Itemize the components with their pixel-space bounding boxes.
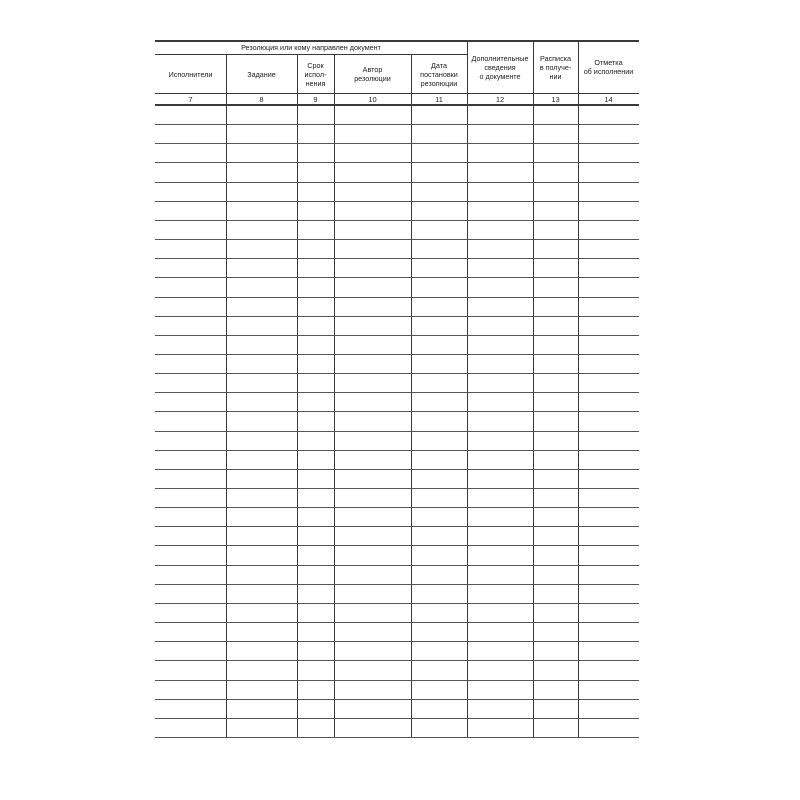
table-row [155,201,639,220]
table-row [155,660,639,679]
header-author: Автор резолюции [354,65,391,83]
group-header-label: Резолюция или кому направлен документ [241,43,381,52]
table-row [155,603,639,622]
table-row [155,718,639,737]
table-row [155,565,639,584]
table-row [155,354,639,373]
header-bottom-border [155,93,639,94]
table-row [155,143,639,162]
header-date: Дата постановки резолюции [420,60,458,88]
table-row [155,182,639,201]
table-row [155,162,639,181]
table-row [155,297,639,316]
table-row [155,488,639,507]
column-number-14: 14 [604,95,613,104]
row-rule [155,737,639,738]
table-row [155,335,639,354]
table-row [155,469,639,488]
header-receipt: Расписка в получе- нии [539,53,572,81]
table-row [155,411,639,430]
table-row [155,392,639,411]
header-task: Задание [247,69,276,79]
table-row [155,641,639,660]
table-row [155,124,639,143]
column-number-9: 9 [313,95,318,104]
column-number-7: 7 [188,95,193,104]
table-row [155,526,639,545]
column-number-12: 12 [495,95,505,104]
table-row [155,373,639,392]
column-number-11: 11 [435,95,443,104]
column-number-8: 8 [259,95,264,104]
header-done: Отметка об исполнении [583,58,634,76]
table-row [155,507,639,526]
table-row [155,220,639,239]
column-number-10: 10 [368,95,377,104]
table-row [155,699,639,718]
table-row [155,258,639,277]
table-row [155,680,639,699]
table-row [155,277,639,296]
table-row [155,239,639,258]
header-extra: Дополнительные сведения о документе [471,53,529,81]
table-row [155,584,639,603]
header-executors: Исполнители [168,69,213,79]
table-row [155,431,639,450]
column-number-13: 13 [551,95,560,104]
header-deadline: Срок испол- нения [304,60,327,88]
table-row [155,316,639,335]
table-row [155,105,639,124]
table-row [155,622,639,641]
table-row [155,545,639,564]
table-row [155,450,639,469]
